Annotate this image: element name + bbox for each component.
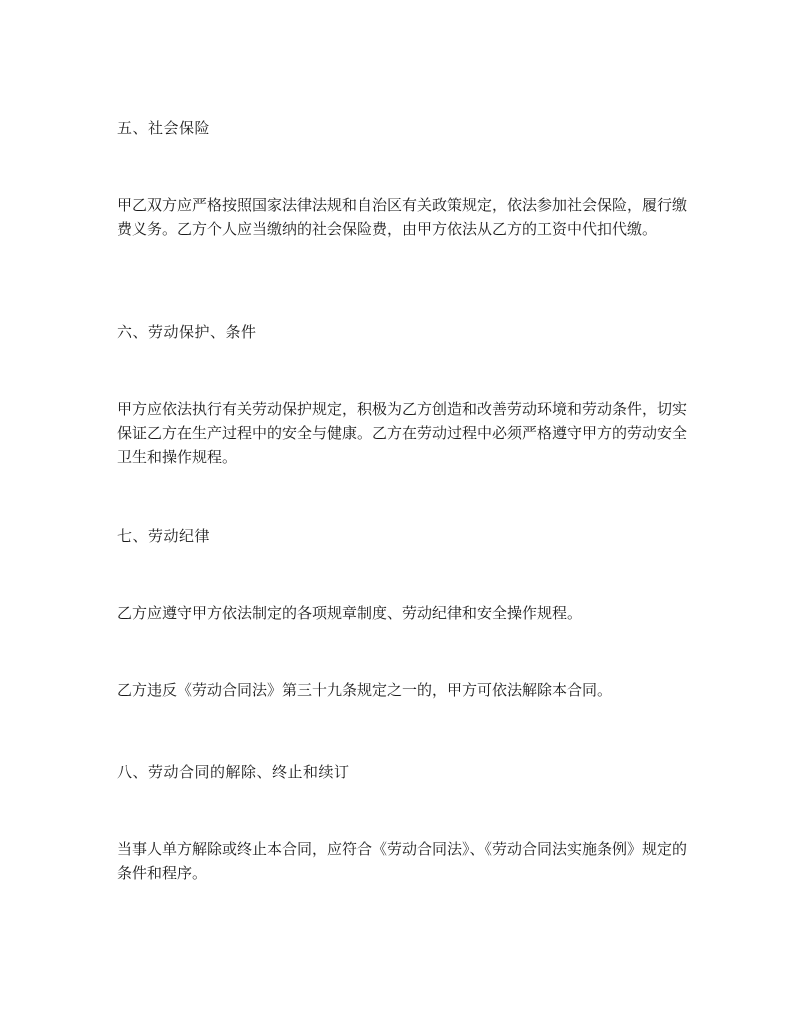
- section-heading-social-insurance: 五、社会保险: [117, 119, 211, 137]
- paragraph-labor-discipline-violation: 乙方违反《劳动合同法》第三十九条规定之一的，甲方可依法解除本合同。: [117, 681, 613, 699]
- paragraph-social-insurance: 甲乙双方应严格按照国家法律法规和自治区有关政策规定，依法参加社会保险，履行缴费义务。乙方个人应当缴纳的社会保险费，由甲方依法从乙方的工资中代扣代缴。: [117, 196, 688, 238]
- section-heading-labor-protection: 六、劳动保护、条件: [117, 323, 257, 341]
- paragraph-labor-discipline-rules: 乙方应遵守甲方依法制定的各项规章制度、劳动纪律和安全操作规程。: [117, 604, 583, 622]
- section-heading-contract-termination: 八、劳动合同的解除、终止和续订: [117, 763, 350, 781]
- paragraph-labor-protection: 甲方应依法执行有关劳动保护规定，积极为乙方创造和改善劳动环境和劳动条件，切实保证乙方在生产过程中的安全与健康。乙方在劳动过程中必须严格遵守甲方的劳动安全卫生和操作规程。: [117, 400, 688, 466]
- paragraph-contract-termination: 当事人单方解除或终止本合同，应符合《劳动合同法》、《劳动合同法实施条例》规定的条件和程序。: [117, 840, 688, 882]
- section-heading-labor-discipline: 七、劳动纪律: [117, 527, 211, 545]
